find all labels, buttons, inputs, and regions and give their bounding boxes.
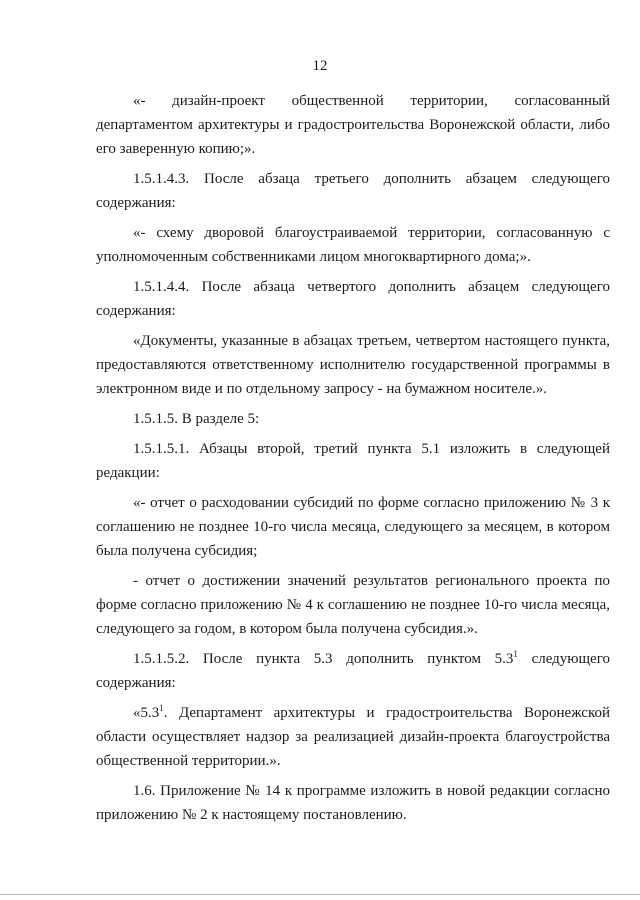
superscript: 1: [159, 703, 164, 713]
document-body: [96, 89, 610, 833]
paragraph-5-3-1: [96, 701, 610, 773]
page-bottom-edge: [0, 894, 640, 895]
paragraph: «- схему дворовой благоустраиваемой территории, согласованную с уполномоченным собственниками лицом многоквартирного дома;».: [96, 225, 610, 265]
paragraph: 1.5.1.4.3. После абзаца третьего дополнить абзацем следующего содержания:: [96, 171, 610, 211]
paragraph: «- отчет о расходовании субсидий по форме согласно приложению № 3 к соглашению не позднее 10-го числа месяца, следующего за месяцем, в котором была получена субсидия;: [96, 495, 610, 559]
paragraph: «Документы, указанные в абзацах третьем, четвертом настоящего пункта, предоставляются ответственному исполнителю государственной программы в электронном виде и по отдельному запросу - на бумажном носителе.».: [96, 333, 610, 397]
paragraph-5-3: [96, 647, 610, 695]
paragraph: 1.6. Приложение № 14 к программе изложить в новой редакции согласно приложению № 2 к настоящему постановлению.: [96, 783, 610, 823]
paragraph-5-3-part: дополнить пунктом 5.3: [332, 651, 514, 667]
paragraph-5-3-1-part: . Департамент архитектуры и градостроительства Воронежской области осуществляет надзор за реализацией дизайн-проекта благоустройства общественной территории.».: [96, 705, 610, 769]
paragraph: 1.5.1.5.1. Абзацы второй, третий пункта 5.1 изложить в следующей редакции:: [96, 441, 610, 481]
paragraph-5-3-part: 1.5.1.5.2. После пункта 5.3: [133, 651, 333, 667]
paragraph: «- дизайн-проект общественной территории, согласованный департаментом архитектуры и градостроительства Воронежской области, либо его заверенную копию;».: [96, 93, 610, 157]
page-number: 12: [312, 58, 328, 74]
paragraph-5-3-1-part: «5.3: [133, 705, 160, 721]
paragraph: 1.5.1.5. В разделе 5:: [133, 411, 260, 427]
superscript: 1: [513, 649, 518, 659]
paragraph: - отчет о достижении значений результатов регионального проекта по форме согласно приложению № 4 к соглашению не позднее 10-го числа месяца, следующего за годом, в котором была получена субсидия.».: [96, 573, 610, 637]
paragraph: 1.5.1.4.4. После абзаца четвертого дополнить абзацем следующего содержания:: [96, 279, 610, 319]
paragraph-5-3-part: следующего содержания:: [96, 651, 610, 691]
